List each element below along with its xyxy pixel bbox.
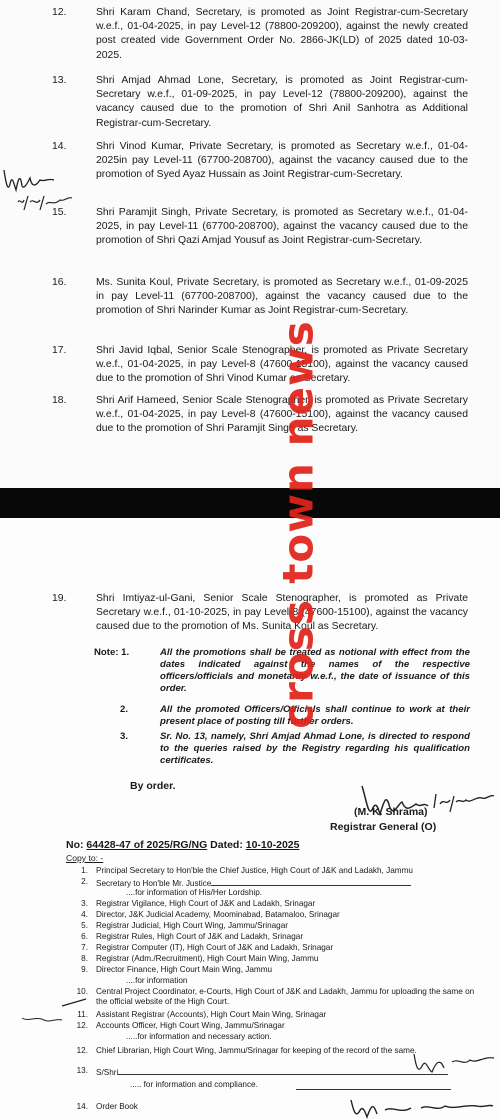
strike-mark-icon [60, 996, 90, 1010]
signer-title: Registrar General (O) [330, 821, 437, 833]
order-number-line [66, 839, 299, 851]
handwritten-signature-bottom [345, 1098, 495, 1119]
copy-text: Registrar Rules, High Court of J&K and Ladakh, Srinagar [96, 932, 304, 941]
order-date-label: Dated: [210, 839, 243, 851]
copy-number: 2. [81, 877, 88, 886]
copy-number: 3. [81, 899, 88, 908]
order-no-value: 64428-47 of 2025/RG/NG [86, 839, 208, 851]
copy-number: 4. [81, 910, 88, 919]
item-number: 14. [52, 141, 67, 152]
copy-number: 11. [77, 1010, 88, 1019]
item-number: 13. [52, 75, 67, 86]
watermark-text: cross town news [273, 320, 323, 729]
handwritten-initials [408, 1048, 498, 1078]
note-text: Sr. No. 13, namely, Shri Amjad Ahmad Lone, is directed to respond to the queries raised by the Registry regarding his qualification certificates. [160, 731, 470, 766]
item-text: Shri Karam Chand, Secretary, is promoted as Joint Registrar-cum-Secretary w.e.f., 01-04-2025, in pay Level-12 (78800-209200), against the newly created post created vide Government Order No. 2866-JK(LD) of 2025 dated 10-03-2025. [96, 7, 468, 61]
copy-number: 9. [81, 965, 88, 974]
scan-separator-band [0, 488, 500, 518]
copy-text: Director, J&K Judicial Academy, Moominabad, Batamaloo, Srinagar [96, 910, 340, 919]
copy-number: 14. [76, 1102, 88, 1111]
item-text: Shri Paramjit Singh, Private Secretary, is promoted as Secretary w.e.f., 01-04-2025, in pay Level-11 (67700-208700), against the vacancy caused due to the promotion of Shri Qazi Amjad Yousuf as Joint Registrar-cum-Secretary. [96, 207, 468, 247]
copy-number: 6. [81, 932, 88, 941]
copy-text: Central Project Coordinator, e-Courts, High Court of J&K and Ladakh, Jammu for uploading the same on the official website of the High Court. [96, 987, 475, 1007]
item-number: 16. [52, 277, 67, 288]
copy-number: 13. [76, 1066, 88, 1075]
copy-text: Registrar Vigilance, High Court of J&K and Ladakh, Srinagar [96, 899, 316, 908]
note-label: 3. [120, 731, 129, 742]
item-text: Shri Amjad Ahmad Lone, Secretary, is promoted as Joint Registrar-cum-Secretary w.e.f., 01-09-2025, in pay Level-12 (78800-209200), against the vacancy caused due to the promotion of Shri Anil Sanhotra as Additional Registrar-cum-Secretary. [96, 75, 468, 129]
copy-number: 8. [81, 954, 88, 963]
copy-number: 10. [76, 987, 88, 996]
copy-text: Registrar (Adm./Recruitment), High Court Main Wing, Jammu [96, 954, 319, 963]
copy-text: Registrar Computer (IT), High Court of J&K and Ladakh, Srinagar [96, 943, 334, 952]
copy-text-value: Secretary to Hon'ble Mr. Justice [96, 879, 212, 888]
copy-to-heading: Copy to: - [66, 853, 104, 863]
copy-text: Registrar Judicial, High Court Wing, Jammu/Srinagar [96, 921, 289, 930]
handwritten-mark [18, 1012, 64, 1028]
note-label: 2. [120, 704, 129, 715]
item-text: Shri Arif Hameed, Senior Scale Stenographer, is promoted as Private Secretary w.e.f., 01-04-2025, in pay Level-8 (47600-15100), against the vacancy caused due to the promotion of Shri Paramjit Singh as Secretary. [96, 395, 468, 435]
note-text: All the promotions shall be treated as notional with effect from the dates indicated against the names of the respective officers/officials and monetarily w.e.f., the date of issuance of this order. [160, 647, 470, 694]
signer-name: (M. K. Shrama) [354, 806, 428, 818]
item-number: 19. [52, 593, 67, 604]
copy-text-value: S/Shri [96, 1068, 119, 1077]
copy-text: Accounts Officer, High Court Wing, Jammu/Srinagar [96, 1021, 285, 1030]
item-text: Shri Vinod Kumar, Private Secretary, is promoted as Secretary w.e.f., 01-04-2025in pay Level-11 (67700-208700), against the vacancy caused due to the promotion of Syed Ayaz Hussain as Joint Registrar-cum-Secretary. [96, 141, 468, 181]
copy-text: ..... for information and compliance. [130, 1080, 258, 1089]
copy-number: 12. [76, 1021, 88, 1030]
copy-text: .....for information and necessary action. [126, 1032, 272, 1041]
item-number: 17. [52, 345, 67, 356]
handwritten-signature-left [0, 160, 80, 218]
item-text: Shri Javid Iqbal, Senior Scale Stenographer, is promoted as Private Secretary w.e.f., 01-04-2025, in pay Level-8 (47600-15100), against the vacancy caused due to the promotion of Shri Vinod Kumar as Secretary. [96, 345, 468, 385]
fill-in-blank [118, 1066, 448, 1075]
order-no-label: No: [66, 839, 84, 851]
item-text: Shri Imtiyaz-ul-Gani, Senior Scale Stenographer, is promoted as Private Secretary w.e.f., 01-10-2025, in pay Level-8 (47600-15100), against the vacancy caused due to the promotion of Ms. Sunita Koul as Secretary. [96, 593, 468, 633]
copy-text: ....for information [126, 976, 188, 985]
fill-in-blank [296, 1081, 451, 1090]
item-text: Ms. Sunita Koul, Private Secretary, is promoted as Secretary w.e.f., 01-09-2025 in pay Level-11 (67700-208700), against the vacancy caused due to the promotion of Shri Narinder Kumar as Joint Registrar-cum-Secretary. [96, 277, 468, 317]
by-order-text: By order. [130, 780, 176, 792]
handwritten-signature-registrar [358, 782, 498, 824]
item-number: 15. [52, 207, 67, 218]
copy-number: 5. [81, 921, 88, 930]
copy-text: Chief Librarian, High Court Wing, Jammu/Srinagar for keeping of the record of the same. [96, 1046, 417, 1055]
copy-number: 7. [81, 943, 88, 952]
copy-number: 1. [81, 866, 88, 875]
copy-text: Director Finance, High Court Main Wing, Jammu [96, 965, 273, 974]
copy-text: Assistant Registrar (Accounts), High Court Main Wing, Srinagar [96, 1010, 327, 1019]
fill-in-blank [211, 877, 411, 886]
copy-number: 12. [76, 1046, 88, 1055]
note-text: All the promoted Officers/Officials shall continue to work at their present place of posting till further orders. [160, 704, 470, 727]
copy-text: Principal Secretary to Hon'ble the Chief Justice, High Court of J&K and Ladakh, Jammu [96, 866, 413, 875]
note-label: Note: 1. [94, 647, 130, 658]
order-date-value: 10-10-2025 [245, 839, 300, 851]
item-number: 12. [52, 7, 67, 18]
copy-text: Order Book [96, 1102, 138, 1111]
item-number: 18. [52, 395, 67, 406]
copy-text: ....for information of His/Her Lordship. [126, 888, 263, 897]
